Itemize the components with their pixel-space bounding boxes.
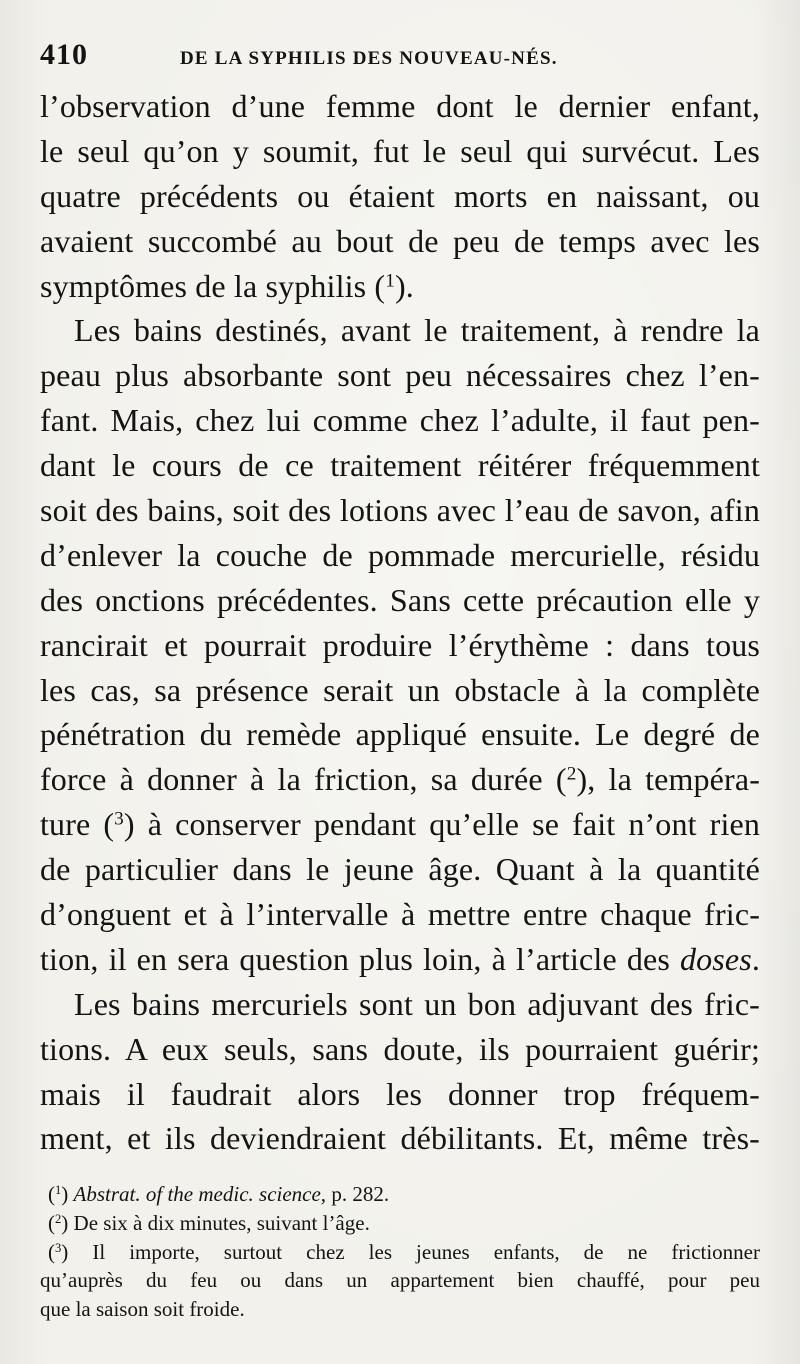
- text-line: Les bains destinés, avant le traitement, à rendre la: [74, 312, 760, 349]
- footnotes: [40, 1180, 760, 1324]
- text-line: l’observation d’une femme dont le dernier enfant,: [40, 88, 760, 124]
- running-head-title: DE LA SYPHILIS DES NOUVEAU-NÉS.: [180, 48, 558, 69]
- text-line: d’enlever la couche de pommade mercurielle, résidu: [40, 536, 760, 573]
- text-line: pénétration du remède appliqué ensuite. Le degré de: [40, 716, 760, 753]
- text-line: de particulier dans le jeune âge. Quant à la quantité: [40, 851, 760, 888]
- text-fragment: ), la tempéra-: [576, 761, 760, 798]
- footnote: ($^3$) Il importe, surtout chez les jeunes enfants, de ne frictionner: [48, 1239, 760, 1264]
- text-fragment: .: [751, 940, 760, 977]
- footnote-marker: 2: [55, 1211, 62, 1226]
- footnote-text: p. 282.: [326, 1182, 390, 1206]
- footnote-marker: 3: [55, 1240, 62, 1255]
- emphasis: doses: [679, 940, 752, 977]
- text-line: les cas, sa présence serait un obstacle à la complète: [40, 671, 760, 708]
- footnote-citation: Abstrat. of the medic. science,: [73, 1182, 327, 1206]
- body-text: [40, 84, 760, 1161]
- text-line: [40, 264, 760, 309]
- text-line: mais il faudrait alors les donner trop fréquem-: [40, 1075, 760, 1112]
- text-line: dant le cours de ce traitement réitérer fréquemment: [40, 447, 760, 484]
- text-line: [40, 937, 760, 982]
- footnote-continuation: qu’auprès du feu ou dans un appartement bien chauffé, pour peu: [40, 1268, 760, 1293]
- text-line: [40, 802, 760, 847]
- footnote-text: Il importe, surtout chez les jeunes enfants, de ne frictionner: [68, 1239, 760, 1264]
- text-fragment: symptômes de la syphilis (: [40, 267, 386, 304]
- text-line: Les bains mercuriels sont un bon adjuvant des fric-: [74, 985, 760, 1022]
- text-line: ment, et ils deviendraient débilitants. Et, même très-: [40, 1120, 760, 1157]
- text-line: des onctions précédentes. Sans cette précaution elle y: [40, 581, 760, 618]
- running-head: [40, 38, 760, 78]
- footnote-text: De six à dix minutes, suivant l’âge.: [68, 1210, 370, 1235]
- footnote-ref: 1: [385, 270, 395, 292]
- text-line: peau plus absorbante sont peu nécessaires chez l’en-: [40, 357, 760, 394]
- page-number: 410: [40, 38, 88, 71]
- text-fragment: ) à conserver pendant qu’elle se fait n’ont rien: [123, 806, 760, 843]
- text-line: avaient succombé au bout de peu de temps avec les: [40, 222, 760, 259]
- text-line: [40, 757, 760, 802]
- footnote: ($^1$) Abstrat. of the medic. science, p. 282.: [48, 1182, 390, 1206]
- text-line: soit des bains, soit des lotions avec l’eau de savon, afin: [40, 492, 760, 529]
- footnote-ref: 3: [114, 808, 124, 830]
- text-line: fant. Mais, chez lui comme chez l’adulte, il faut pen-: [40, 402, 760, 439]
- text-line: d’onguent et à l’intervalle à mettre entre chaque fric-: [40, 896, 760, 933]
- text-line: tions. A eux seuls, sans doute, ils pourraient guérir;: [40, 1030, 760, 1067]
- text-fragment: ture (: [40, 806, 115, 843]
- text-fragment: ).: [394, 267, 414, 304]
- text-fragment: force à donner à la friction, sa durée (: [40, 761, 567, 798]
- footnote-marker: 1: [55, 1183, 62, 1198]
- text-line: quatre précédents ou étaient morts en naissant, ou: [40, 177, 760, 214]
- text-fragment: tion, il en sera question plus loin, à l’article des: [40, 940, 680, 977]
- footnote-continuation: que la saison soit froide.: [40, 1297, 245, 1322]
- text-line: rancirait et pourrait produire l’érythème : dans tous: [40, 626, 760, 663]
- text-line: le seul qu’on y soumit, fut le seul qui survécut. Les: [40, 132, 760, 169]
- footnote: ($^2$) De six à dix minutes, suivant l’âge.: [48, 1210, 370, 1235]
- footnote-ref: 2: [566, 763, 577, 785]
